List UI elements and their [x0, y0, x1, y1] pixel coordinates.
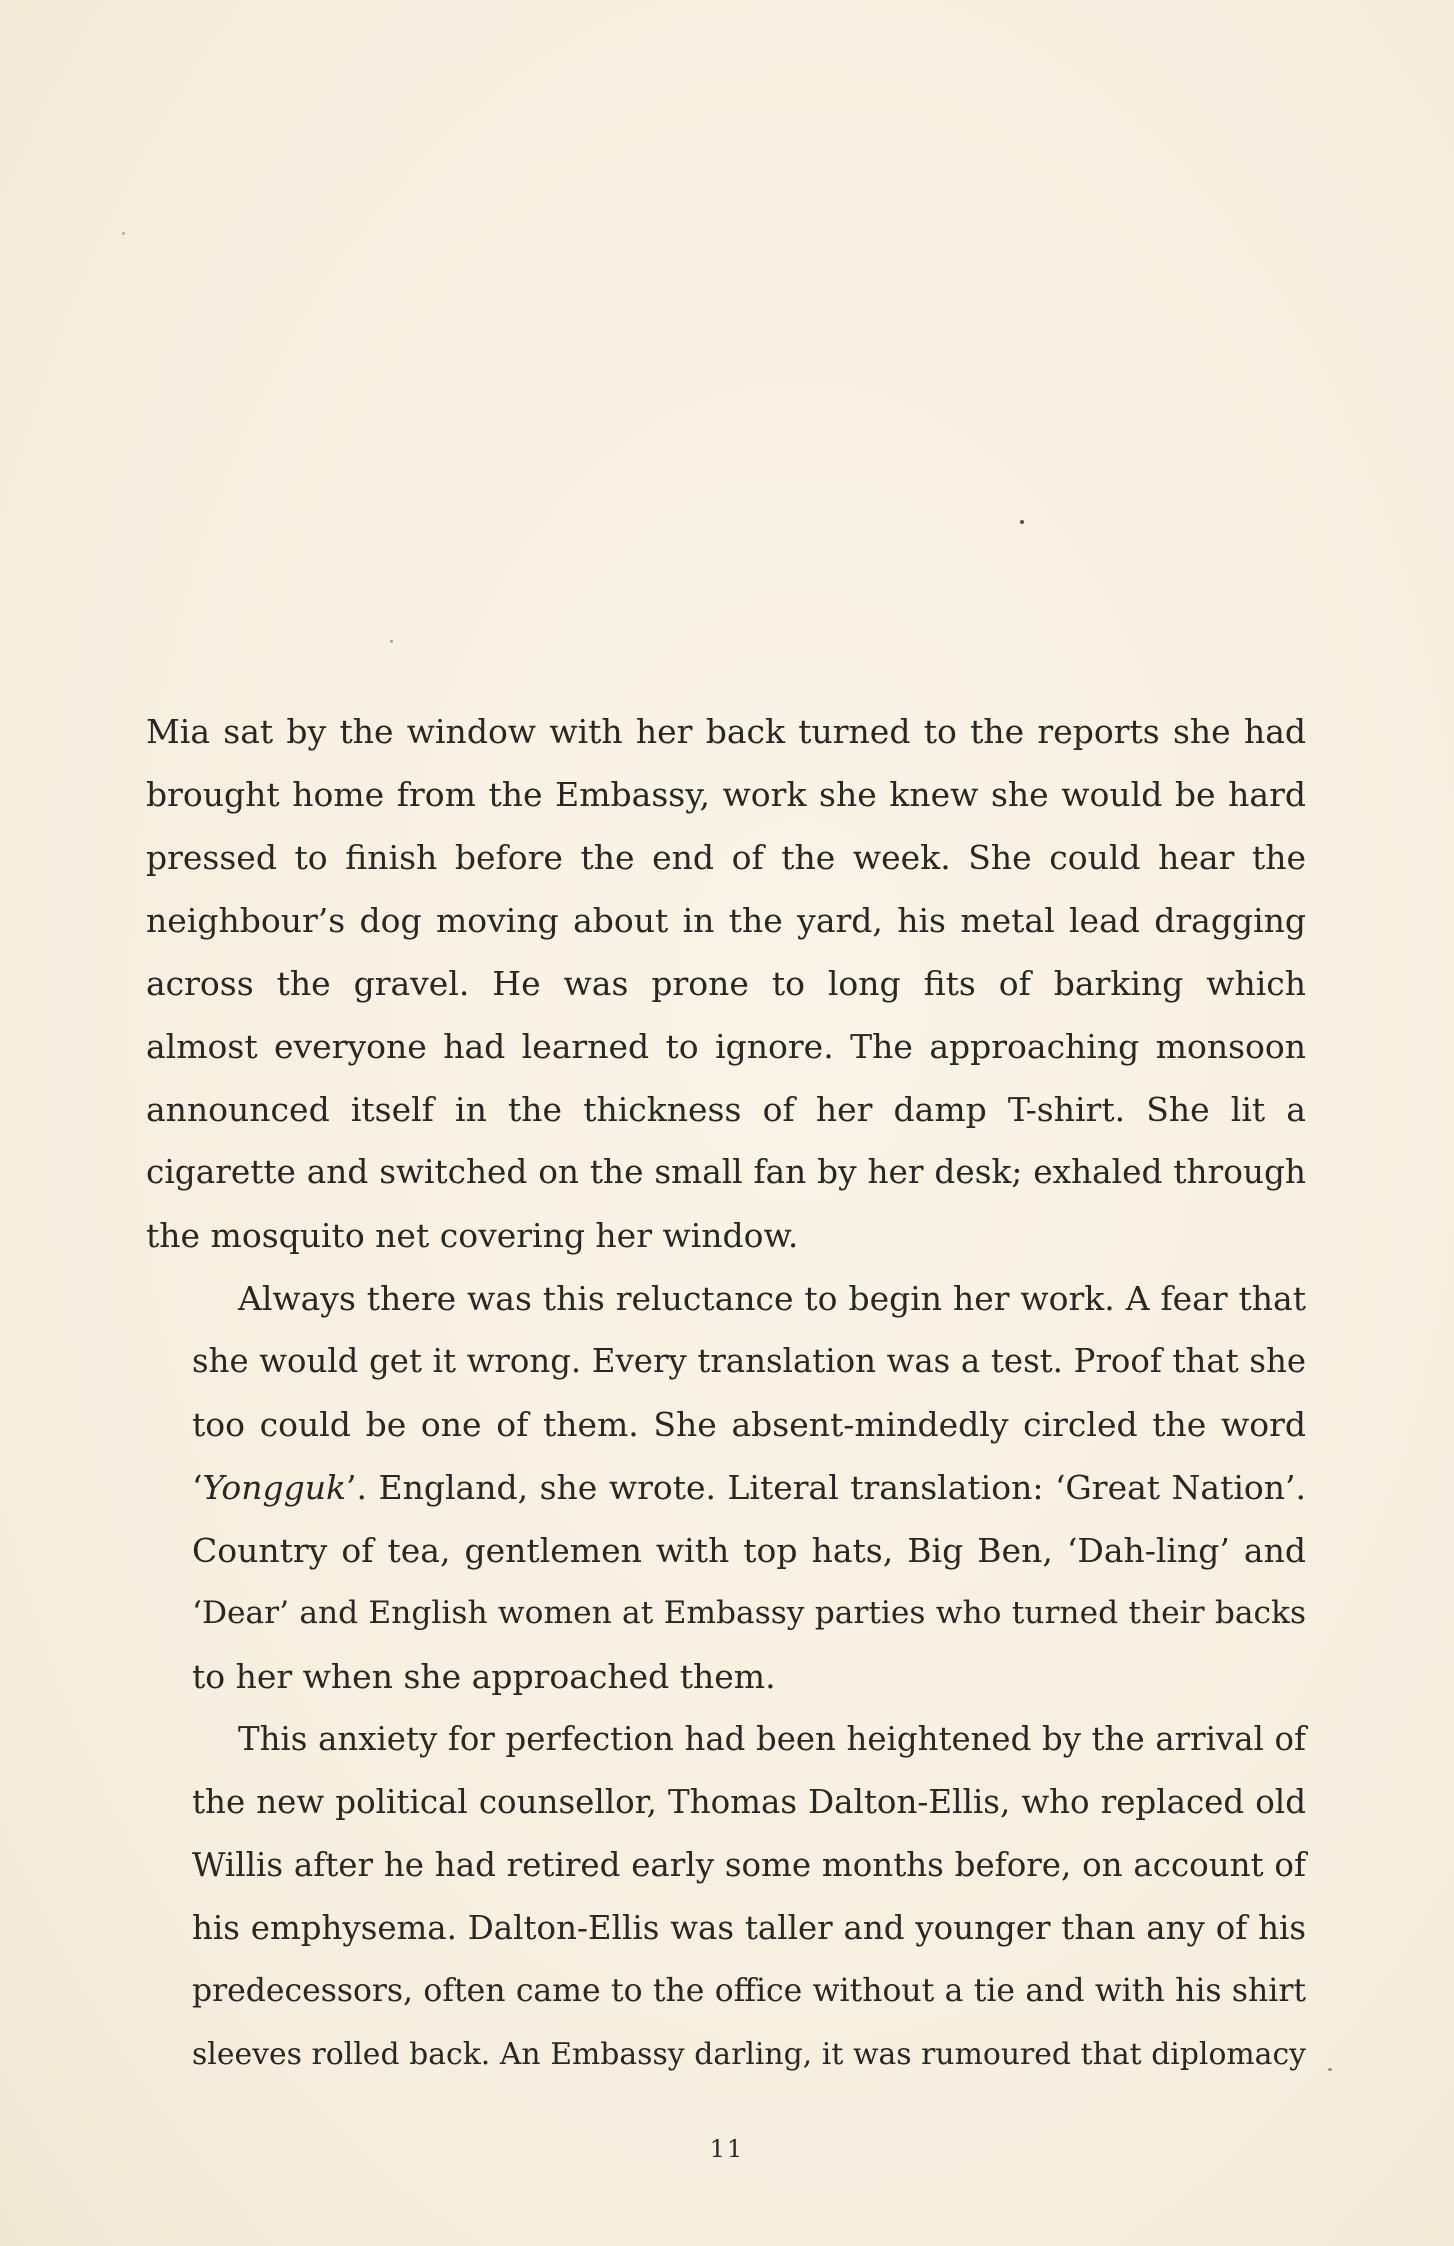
text-line: ‘Yongguk’. England, she wrote. Literal translation: ‘Great Nation’.: [192, 1468, 1306, 1507]
paragraph-2: [146, 1267, 1306, 1708]
paper-speck: [1020, 520, 1024, 524]
text-line: Always there was this reluctance to begin her work. A fear that: [238, 1279, 1306, 1318]
paper-speck: [390, 640, 393, 643]
text-line: predecessors, often came to the office without a tie and with his shirt: [192, 1973, 1306, 2009]
text-line: pressed to finish before the end of the week. She could hear the: [146, 838, 1306, 877]
page-number: 11: [709, 2135, 745, 2163]
text-line: sleeves rolled back. An Embassy darling, it was rumoured that diplomacy: [192, 2037, 1306, 2072]
text-line: Mia sat by the window with her back turned to the reports she had: [146, 712, 1306, 751]
text-line: his emphysema. Dalton-Ellis was taller and younger than any of his: [192, 1909, 1306, 1947]
text-line: the new political counsellor, Thomas Dalton-Ellis, who replaced old: [192, 1783, 1306, 1821]
text-line: cigarette and switched on the small fan by her desk; exhaled through: [146, 1153, 1306, 1191]
text-line: she would get it wrong. Every translation was a test. Proof that she: [192, 1342, 1306, 1380]
text-line: across the gravel. He was prone to long fits of barking which: [146, 964, 1306, 1003]
text-line: Willis after he had retired early some months before, on account of: [192, 1846, 1306, 1884]
text-line: Country of tea, gentlemen with top hats, Big Ben, ‘Dah-ling’ and: [192, 1531, 1306, 1570]
text-line: announced itself in the thickness of her damp T-shirt. She lit a: [146, 1090, 1306, 1129]
paper-speck: [1328, 2068, 1332, 2071]
text-line: the mosquito net covering her window.: [146, 1216, 799, 1255]
body-text: [146, 700, 1306, 2086]
text-line: to her when she approached them.: [192, 1657, 776, 1696]
italic-word: Yongguk: [202, 1468, 347, 1507]
paragraph-1: [146, 700, 1306, 1267]
text-line: almost everyone had learned to ignore. The approaching monsoon: [146, 1027, 1306, 1066]
text-line: neighbour’s dog moving about in the yard, his metal lead dragging: [146, 901, 1306, 940]
paper-speck: [122, 232, 125, 235]
text-line: ‘Dear’ and English women at Embassy parties who turned their backs: [192, 1595, 1306, 1631]
text-line: This anxiety for perfection had been heightened by the arrival of: [238, 1720, 1306, 1758]
text-line: too could be one of them. She absent-mindedly circled the word: [192, 1405, 1306, 1444]
paragraph-3: [146, 1708, 1306, 2086]
text-line: brought home from the Embassy, work she knew she would be hard: [146, 775, 1306, 814]
